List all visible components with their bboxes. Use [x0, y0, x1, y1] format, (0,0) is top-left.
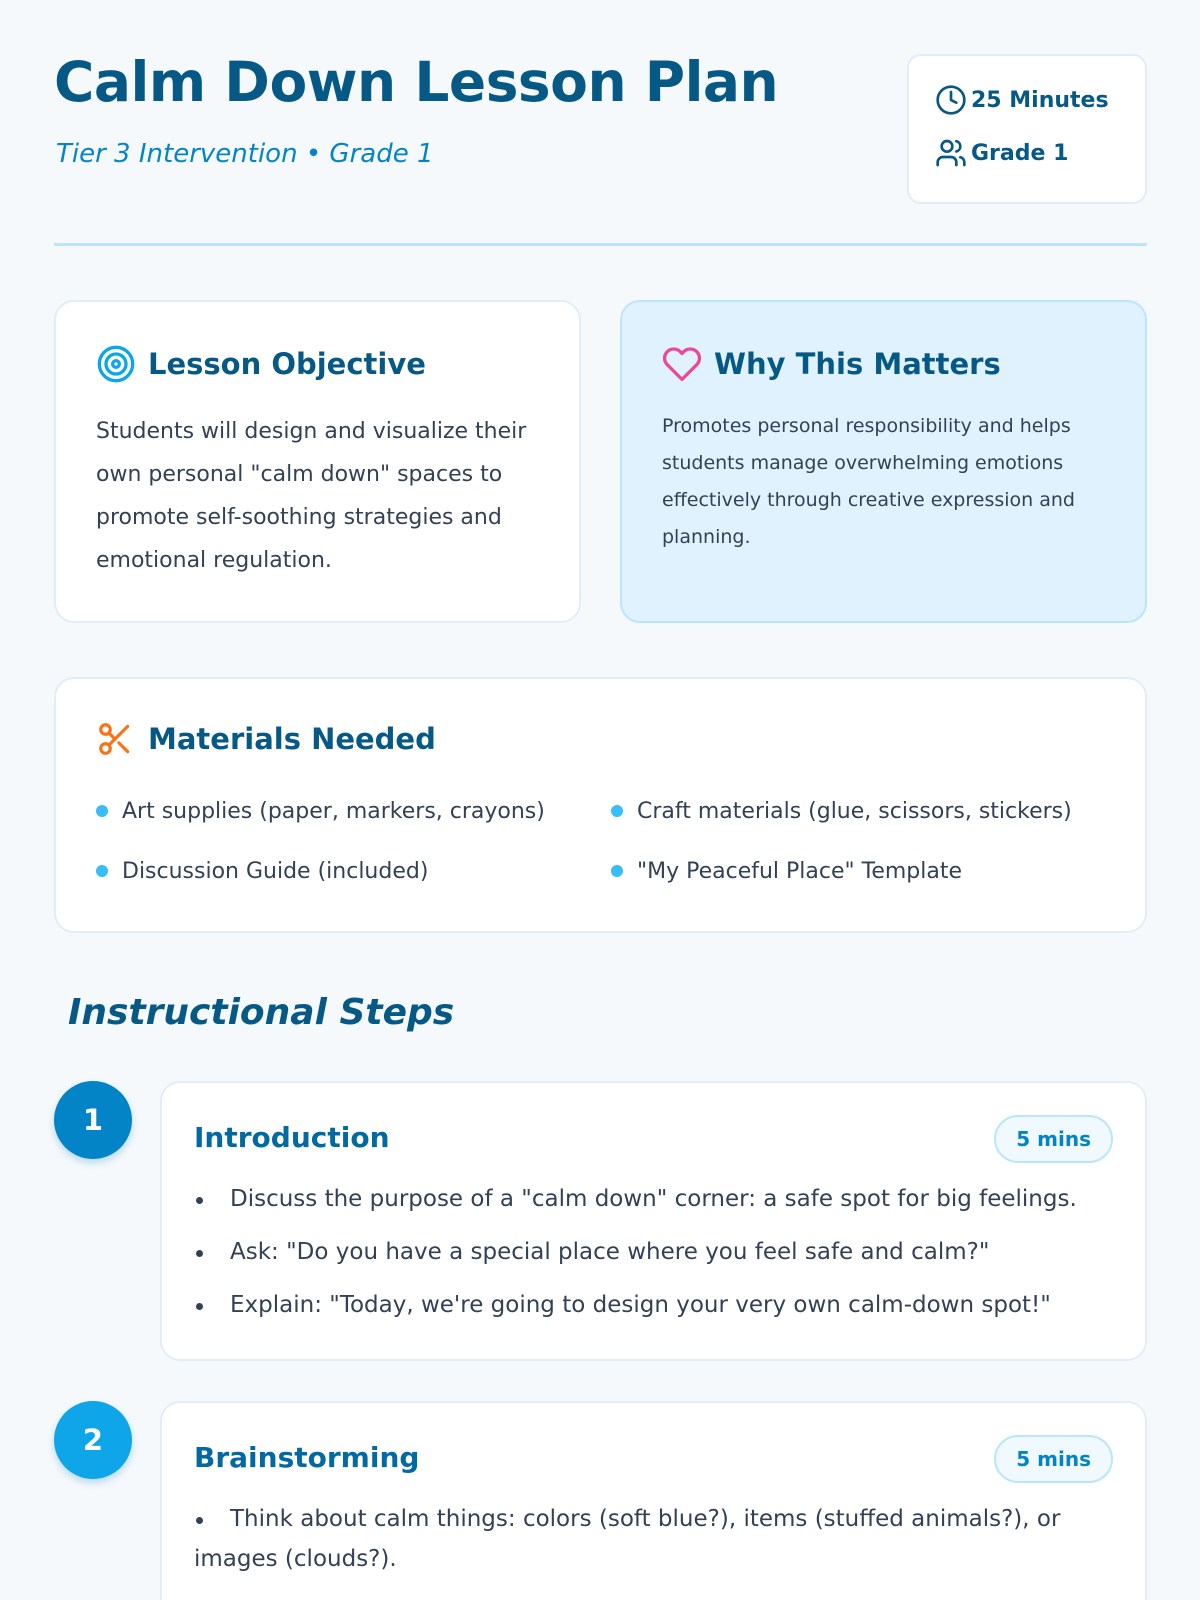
why-text: Promotes personal responsibility and helps students manage overwhelming emotions effectively through creative expression and planning. [662, 415, 1075, 548]
step-bullet-list [194, 1179, 1117, 1338]
bullet-dot [611, 805, 623, 817]
heart-icon [662, 344, 714, 384]
material-label: Craft materials (glue, scissors, stickers) [637, 798, 1072, 824]
grade-row [935, 137, 1068, 169]
step-duration-badge: 5 mins [994, 1115, 1113, 1163]
materials-card [54, 677, 1147, 933]
step-card-brainstorming [160, 1401, 1147, 1600]
materials-header [96, 719, 436, 759]
why-title: Why This Matters [714, 347, 1001, 381]
bullet-dot [611, 865, 623, 877]
step-number-badge: 1 [54, 1081, 132, 1159]
step-duration-badge: 5 mins [994, 1435, 1113, 1483]
step-number-badge: 2 [54, 1401, 132, 1479]
grade-text: Grade 1 [971, 140, 1069, 166]
step-card-introduction [160, 1081, 1147, 1361]
step-bullet: Think about calm things: colors (soft blue?), items (stuffed animals?), or images (clouds?). [194, 1499, 1117, 1579]
step-bullet-list [194, 1499, 1117, 1592]
why-header [662, 344, 1001, 384]
material-label: Discussion Guide (included) [122, 858, 429, 884]
lesson-meta-card [907, 54, 1147, 204]
step-bullet: Discuss the purpose of a "calm down" corner: a safe spot for big feelings. [194, 1179, 1117, 1219]
material-label: "My Peaceful Place" Template [637, 858, 963, 884]
lesson-objective-card [54, 300, 581, 623]
clock-icon [935, 84, 971, 116]
lesson-plan-page [54, 0, 1147, 1572]
objective-title: Lesson Objective [148, 347, 426, 381]
scissors-icon [96, 719, 148, 759]
step-title: Brainstorming [194, 1441, 420, 1474]
bullet-dot [96, 865, 108, 877]
step-bullet: Ask: "Do you have a special place where you feel safe and calm?" [194, 1232, 1117, 1272]
duration-text: 25 Minutes [971, 87, 1109, 113]
users-icon [935, 137, 971, 169]
bullet-dot [96, 805, 108, 817]
page-subtitle: Tier 3 Intervention • Grade 1 [56, 139, 434, 169]
materials-title: Materials Needed [148, 722, 436, 756]
section-title: Instructional Steps [68, 992, 455, 1033]
target-icon [96, 344, 148, 384]
material-item [611, 856, 962, 886]
objective-text: Students will design and visualize their own personal "calm down" spaces to promote self-soothing strategies and emotional regulation. [96, 419, 527, 573]
why-matters-card [620, 300, 1147, 623]
step-title: Introduction [194, 1121, 390, 1154]
material-label: Art supplies (paper, markers, crayons) [122, 798, 545, 824]
step-bullet: Explain: "Today, we're going to design your very own calm-down spot!" [194, 1285, 1117, 1325]
objective-header [96, 344, 426, 384]
material-item [96, 856, 428, 886]
page-header [54, 0, 1147, 246]
material-item [611, 796, 1072, 826]
page-title: Calm Down Lesson Plan [54, 50, 779, 114]
material-item [96, 796, 545, 826]
duration-row [935, 84, 1109, 116]
